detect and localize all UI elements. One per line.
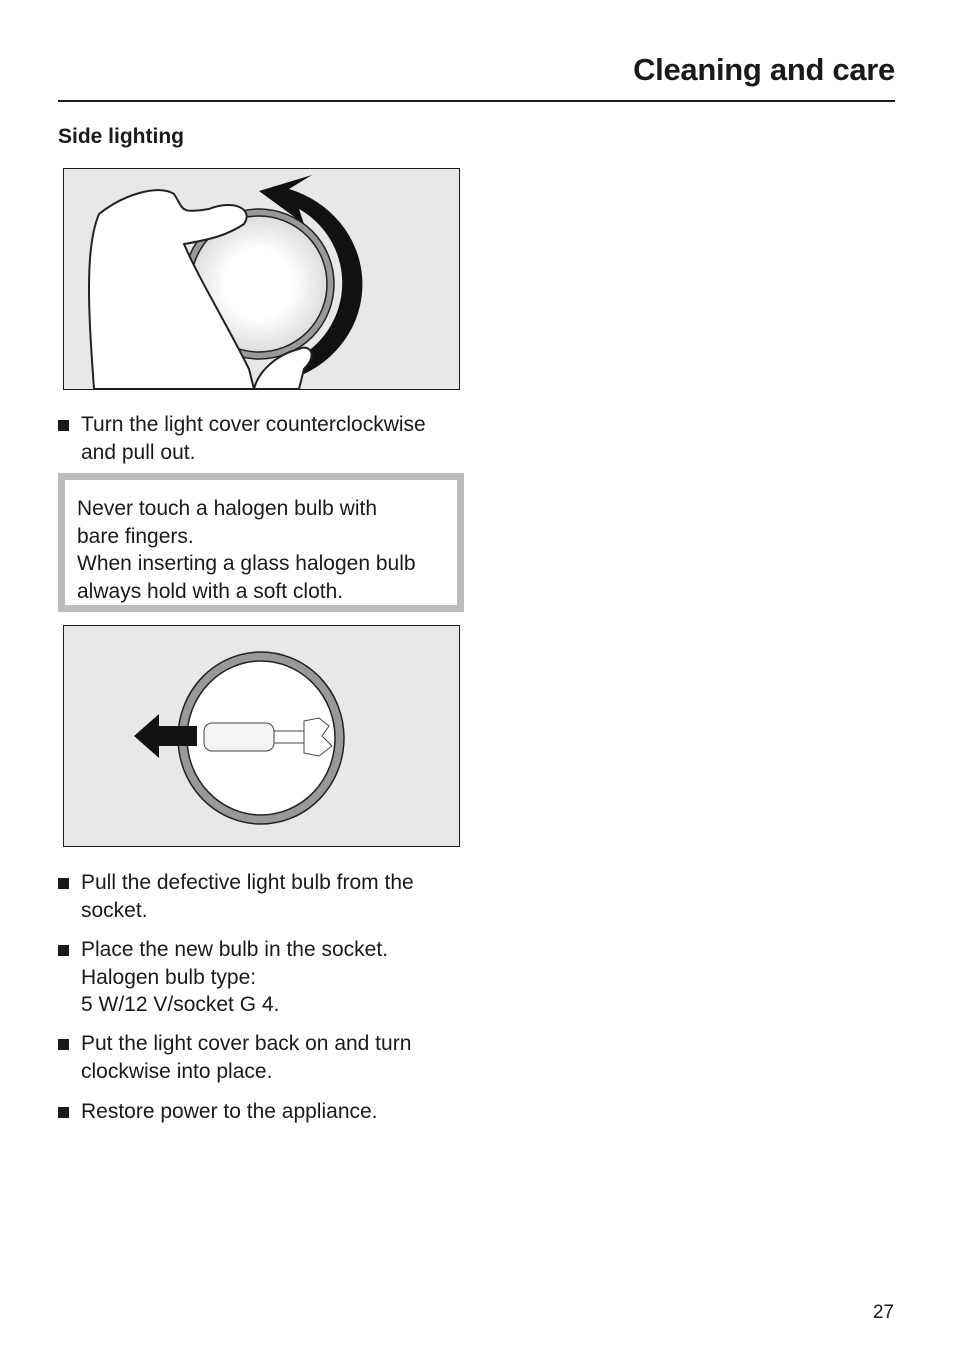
step-item (58, 1030, 468, 1085)
step-text: and pull out. (81, 440, 196, 464)
section-heading: Side lighting (58, 125, 184, 148)
warning-text: Never touch a halogen bulb with (77, 497, 378, 520)
warning-box (58, 473, 464, 612)
step-text: Halogen bulb type: (81, 965, 257, 989)
illustration-pull-bulb (63, 625, 460, 847)
step-text: Restore power to the appliance. (81, 1100, 378, 1123)
step-item (58, 936, 468, 1019)
step-text: clockwise into place. (81, 1059, 273, 1083)
step-text: Put the light cover back on and turn (81, 1032, 412, 1055)
header-rule (58, 100, 895, 102)
bullet-square-icon (58, 420, 69, 431)
page-title: Cleaning and care (633, 52, 895, 87)
bullet-square-icon (58, 878, 69, 889)
warning-text: bare fingers. (77, 524, 194, 548)
step-text: Place the new bulb in the socket. (81, 938, 389, 961)
page-number: 27 (872, 1302, 894, 1323)
bullet-square-icon (58, 945, 69, 956)
step-item (58, 1098, 468, 1126)
step-text: Pull the defective light bulb from the (81, 871, 414, 894)
step-text: Turn the light cover counterclockwise (81, 413, 426, 436)
bullet-square-icon (58, 1039, 69, 1050)
step-item (58, 411, 468, 466)
step-item (58, 869, 468, 924)
step-text: socket. (81, 898, 148, 922)
illustration-turn-light-cover (63, 168, 460, 390)
warning-text: When inserting a glass halogen bulb (77, 552, 416, 575)
step-text: 5 W/12 V/socket G 4. (81, 993, 280, 1016)
warning-text: always hold with a soft cloth. (77, 579, 344, 603)
bullet-square-icon (58, 1107, 69, 1118)
